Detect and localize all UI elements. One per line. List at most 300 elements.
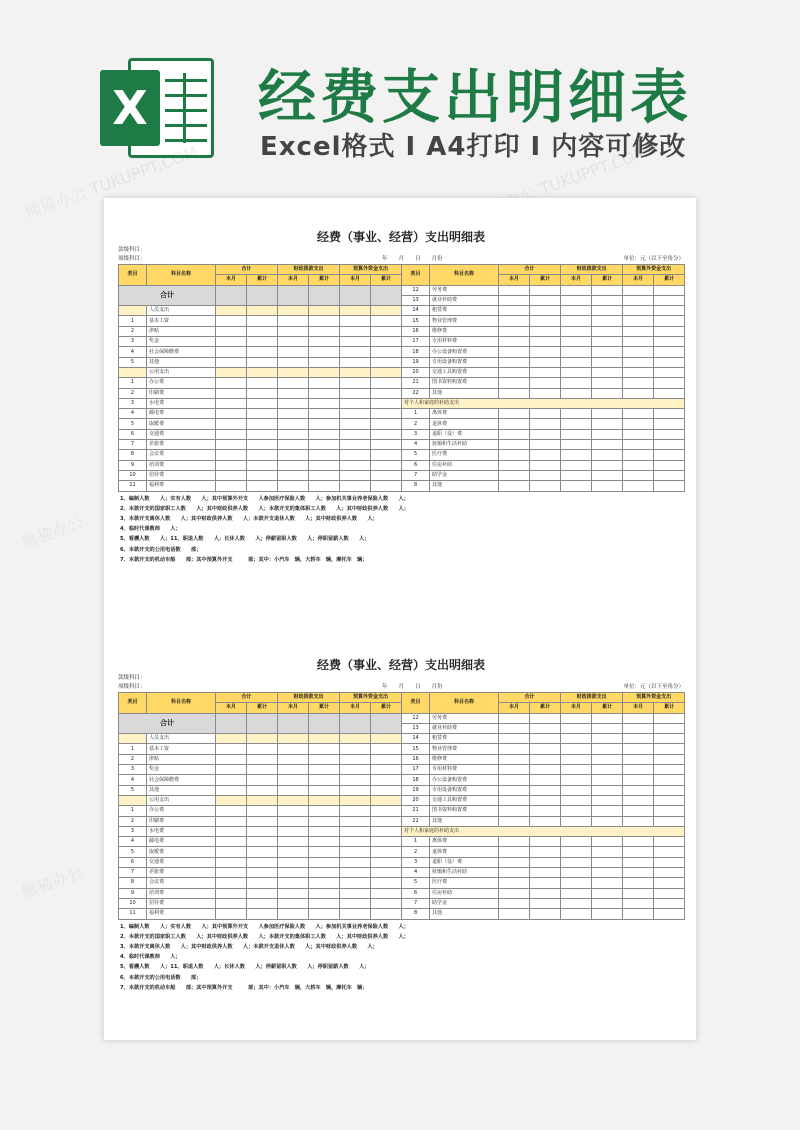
value-cell[interactable] xyxy=(371,857,402,867)
value-cell[interactable] xyxy=(371,429,402,439)
value-cell[interactable] xyxy=(247,909,278,919)
value-cell[interactable] xyxy=(340,898,371,908)
value-cell[interactable] xyxy=(499,837,530,847)
value-cell[interactable] xyxy=(247,847,278,857)
value-cell[interactable] xyxy=(654,337,685,347)
value-cell[interactable] xyxy=(278,765,309,775)
value-cell[interactable] xyxy=(654,460,685,470)
value-cell[interactable] xyxy=(592,857,623,867)
value-cell[interactable] xyxy=(623,450,654,460)
value-cell[interactable] xyxy=(530,806,561,816)
value-cell[interactable] xyxy=(499,765,530,775)
value-cell[interactable] xyxy=(371,398,402,408)
value-cell[interactable] xyxy=(309,409,340,419)
value-cell[interactable] xyxy=(592,429,623,439)
value-cell[interactable] xyxy=(499,857,530,867)
value-cell[interactable] xyxy=(530,775,561,785)
value-cell[interactable] xyxy=(278,909,309,919)
value-cell[interactable] xyxy=(592,295,623,305)
value-cell[interactable] xyxy=(499,878,530,888)
value-cell[interactable] xyxy=(278,826,309,836)
value-cell[interactable] xyxy=(278,806,309,816)
value-cell[interactable] xyxy=(623,795,654,805)
value-cell[interactable] xyxy=(654,419,685,429)
value-cell[interactable] xyxy=(371,765,402,775)
value-cell[interactable] xyxy=(499,795,530,805)
value-cell[interactable] xyxy=(623,806,654,816)
value-cell[interactable] xyxy=(340,806,371,816)
value-cell[interactable] xyxy=(561,837,592,847)
value-cell[interactable] xyxy=(247,316,278,326)
value-cell[interactable] xyxy=(499,337,530,347)
value-cell[interactable] xyxy=(278,744,309,754)
value-cell[interactable] xyxy=(216,440,247,450)
value-cell[interactable] xyxy=(623,337,654,347)
value-cell[interactable] xyxy=(561,337,592,347)
value-cell[interactable] xyxy=(371,347,402,357)
value-cell[interactable] xyxy=(216,398,247,408)
value-cell[interactable] xyxy=(340,460,371,470)
value-cell[interactable] xyxy=(278,398,309,408)
value-cell[interactable] xyxy=(278,326,309,336)
value-cell[interactable] xyxy=(247,816,278,826)
value-cell[interactable] xyxy=(340,378,371,388)
value-cell[interactable] xyxy=(340,419,371,429)
value-cell[interactable] xyxy=(654,295,685,305)
value-cell[interactable] xyxy=(654,440,685,450)
value-cell[interactable] xyxy=(371,337,402,347)
value-cell[interactable] xyxy=(623,744,654,754)
value-cell[interactable] xyxy=(309,440,340,450)
value-cell[interactable] xyxy=(247,481,278,491)
value-cell[interactable] xyxy=(309,326,340,336)
value-cell[interactable] xyxy=(309,481,340,491)
value-cell[interactable] xyxy=(592,470,623,480)
value-cell[interactable] xyxy=(530,816,561,826)
value-cell[interactable] xyxy=(561,357,592,367)
value-cell[interactable] xyxy=(216,785,247,795)
value-cell[interactable] xyxy=(561,481,592,491)
value-cell[interactable] xyxy=(561,295,592,305)
value-cell[interactable] xyxy=(340,316,371,326)
value-cell[interactable] xyxy=(654,837,685,847)
value-cell[interactable] xyxy=(561,723,592,733)
value-cell[interactable] xyxy=(278,847,309,857)
value-cell[interactable] xyxy=(592,285,623,295)
value-cell[interactable] xyxy=(216,775,247,785)
value-cell[interactable] xyxy=(309,347,340,357)
value-cell[interactable] xyxy=(340,888,371,898)
value-cell[interactable] xyxy=(309,450,340,460)
value-cell[interactable] xyxy=(530,868,561,878)
value-cell[interactable] xyxy=(278,898,309,908)
value-cell[interactable] xyxy=(561,785,592,795)
value-cell[interactable] xyxy=(592,419,623,429)
value-cell[interactable] xyxy=(499,316,530,326)
value-cell[interactable] xyxy=(499,306,530,316)
value-cell[interactable] xyxy=(530,450,561,460)
value-cell[interactable] xyxy=(499,285,530,295)
value-cell[interactable] xyxy=(561,909,592,919)
value-cell[interactable] xyxy=(654,481,685,491)
value-cell[interactable] xyxy=(247,347,278,357)
value-cell[interactable] xyxy=(216,909,247,919)
value-cell[interactable] xyxy=(654,367,685,377)
value-cell[interactable] xyxy=(530,847,561,857)
value-cell[interactable] xyxy=(654,785,685,795)
value-cell[interactable] xyxy=(530,367,561,377)
value-cell[interactable] xyxy=(654,470,685,480)
value-cell[interactable] xyxy=(654,409,685,419)
value-cell[interactable] xyxy=(592,909,623,919)
value-cell[interactable] xyxy=(371,754,402,764)
value-cell[interactable] xyxy=(278,857,309,867)
value-cell[interactable] xyxy=(216,419,247,429)
value-cell[interactable] xyxy=(340,326,371,336)
value-cell[interactable] xyxy=(278,470,309,480)
value-cell[interactable] xyxy=(499,295,530,305)
value-cell[interactable] xyxy=(592,837,623,847)
value-cell[interactable] xyxy=(561,347,592,357)
value-cell[interactable] xyxy=(561,460,592,470)
value-cell[interactable] xyxy=(371,888,402,898)
value-cell[interactable] xyxy=(309,816,340,826)
value-cell[interactable] xyxy=(371,868,402,878)
value-cell[interactable] xyxy=(216,806,247,816)
value-cell[interactable] xyxy=(371,826,402,836)
value-cell[interactable] xyxy=(278,378,309,388)
value-cell[interactable] xyxy=(309,775,340,785)
value-cell[interactable] xyxy=(309,837,340,847)
value-cell[interactable] xyxy=(561,378,592,388)
value-cell[interactable] xyxy=(530,744,561,754)
value-cell[interactable] xyxy=(654,326,685,336)
value-cell[interactable] xyxy=(561,898,592,908)
value-cell[interactable] xyxy=(371,744,402,754)
value-cell[interactable] xyxy=(216,388,247,398)
value-cell[interactable] xyxy=(592,713,623,723)
value-cell[interactable] xyxy=(371,909,402,919)
value-cell[interactable] xyxy=(654,888,685,898)
value-cell[interactable] xyxy=(623,888,654,898)
value-cell[interactable] xyxy=(309,868,340,878)
value-cell[interactable] xyxy=(561,754,592,764)
value-cell[interactable] xyxy=(530,878,561,888)
value-cell[interactable] xyxy=(499,357,530,367)
value-cell[interactable] xyxy=(654,347,685,357)
value-cell[interactable] xyxy=(654,316,685,326)
value-cell[interactable] xyxy=(340,481,371,491)
value-cell[interactable] xyxy=(371,460,402,470)
value-cell[interactable] xyxy=(623,785,654,795)
value-cell[interactable] xyxy=(623,326,654,336)
value-cell[interactable] xyxy=(561,316,592,326)
value-cell[interactable] xyxy=(499,481,530,491)
value-cell[interactable] xyxy=(371,898,402,908)
value-cell[interactable] xyxy=(247,357,278,367)
value-cell[interactable] xyxy=(216,337,247,347)
value-cell[interactable] xyxy=(654,857,685,867)
value-cell[interactable] xyxy=(309,357,340,367)
value-cell[interactable] xyxy=(309,378,340,388)
value-cell[interactable] xyxy=(530,388,561,398)
value-cell[interactable] xyxy=(340,398,371,408)
value-cell[interactable] xyxy=(309,470,340,480)
value-cell[interactable] xyxy=(216,765,247,775)
value-cell[interactable] xyxy=(623,734,654,744)
value-cell[interactable] xyxy=(340,429,371,439)
sum-value-cell[interactable] xyxy=(340,285,371,306)
value-cell[interactable] xyxy=(592,816,623,826)
value-cell[interactable] xyxy=(371,806,402,816)
value-cell[interactable] xyxy=(247,337,278,347)
value-cell[interactable] xyxy=(592,316,623,326)
value-cell[interactable] xyxy=(247,450,278,460)
value-cell[interactable] xyxy=(654,429,685,439)
value-cell[interactable] xyxy=(247,898,278,908)
value-cell[interactable] xyxy=(499,460,530,470)
value-cell[interactable] xyxy=(247,409,278,419)
value-cell[interactable] xyxy=(278,450,309,460)
value-cell[interactable] xyxy=(499,888,530,898)
value-cell[interactable] xyxy=(247,419,278,429)
value-cell[interactable] xyxy=(340,775,371,785)
value-cell[interactable] xyxy=(654,450,685,460)
value-cell[interactable] xyxy=(623,285,654,295)
value-cell[interactable] xyxy=(247,388,278,398)
value-cell[interactable] xyxy=(592,765,623,775)
value-cell[interactable] xyxy=(216,847,247,857)
value-cell[interactable] xyxy=(592,898,623,908)
value-cell[interactable] xyxy=(654,285,685,295)
value-cell[interactable] xyxy=(530,295,561,305)
value-cell[interactable] xyxy=(309,419,340,429)
value-cell[interactable] xyxy=(592,367,623,377)
value-cell[interactable] xyxy=(623,816,654,826)
value-cell[interactable] xyxy=(592,775,623,785)
value-cell[interactable] xyxy=(371,847,402,857)
value-cell[interactable] xyxy=(371,388,402,398)
value-cell[interactable] xyxy=(592,785,623,795)
value-cell[interactable] xyxy=(309,337,340,347)
value-cell[interactable] xyxy=(216,470,247,480)
value-cell[interactable] xyxy=(530,765,561,775)
value-cell[interactable] xyxy=(309,888,340,898)
value-cell[interactable] xyxy=(530,481,561,491)
value-cell[interactable] xyxy=(561,765,592,775)
value-cell[interactable] xyxy=(561,440,592,450)
value-cell[interactable] xyxy=(309,898,340,908)
value-cell[interactable] xyxy=(216,450,247,460)
value-cell[interactable] xyxy=(309,398,340,408)
value-cell[interactable] xyxy=(530,909,561,919)
value-cell[interactable] xyxy=(499,409,530,419)
value-cell[interactable] xyxy=(309,754,340,764)
value-cell[interactable] xyxy=(340,847,371,857)
sum-value-cell[interactable] xyxy=(371,285,402,306)
value-cell[interactable] xyxy=(561,306,592,316)
value-cell[interactable] xyxy=(247,775,278,785)
value-cell[interactable] xyxy=(654,734,685,744)
value-cell[interactable] xyxy=(499,734,530,744)
value-cell[interactable] xyxy=(561,367,592,377)
value-cell[interactable] xyxy=(499,898,530,908)
value-cell[interactable] xyxy=(530,470,561,480)
value-cell[interactable] xyxy=(278,357,309,367)
value-cell[interactable] xyxy=(216,878,247,888)
value-cell[interactable] xyxy=(623,378,654,388)
value-cell[interactable] xyxy=(216,826,247,836)
value-cell[interactable] xyxy=(309,847,340,857)
value-cell[interactable] xyxy=(340,347,371,357)
value-cell[interactable] xyxy=(592,306,623,316)
value-cell[interactable] xyxy=(561,713,592,723)
value-cell[interactable] xyxy=(340,754,371,764)
value-cell[interactable] xyxy=(592,440,623,450)
value-cell[interactable] xyxy=(247,888,278,898)
value-cell[interactable] xyxy=(340,785,371,795)
value-cell[interactable] xyxy=(499,429,530,439)
value-cell[interactable] xyxy=(247,806,278,816)
value-cell[interactable] xyxy=(371,878,402,888)
value-cell[interactable] xyxy=(371,378,402,388)
value-cell[interactable] xyxy=(247,868,278,878)
value-cell[interactable] xyxy=(592,347,623,357)
value-cell[interactable] xyxy=(530,795,561,805)
value-cell[interactable] xyxy=(278,878,309,888)
value-cell[interactable] xyxy=(340,868,371,878)
sum-value-cell[interactable] xyxy=(216,285,247,306)
value-cell[interactable] xyxy=(499,723,530,733)
value-cell[interactable] xyxy=(371,316,402,326)
value-cell[interactable] xyxy=(216,481,247,491)
value-cell[interactable] xyxy=(530,378,561,388)
value-cell[interactable] xyxy=(530,754,561,764)
value-cell[interactable] xyxy=(309,857,340,867)
value-cell[interactable] xyxy=(278,429,309,439)
value-cell[interactable] xyxy=(530,357,561,367)
value-cell[interactable] xyxy=(371,481,402,491)
sum-value-cell[interactable] xyxy=(216,713,247,734)
value-cell[interactable] xyxy=(340,337,371,347)
value-cell[interactable] xyxy=(278,409,309,419)
value-cell[interactable] xyxy=(654,744,685,754)
value-cell[interactable] xyxy=(530,306,561,316)
value-cell[interactable] xyxy=(340,470,371,480)
value-cell[interactable] xyxy=(340,357,371,367)
value-cell[interactable] xyxy=(530,337,561,347)
value-cell[interactable] xyxy=(623,470,654,480)
value-cell[interactable] xyxy=(561,326,592,336)
value-cell[interactable] xyxy=(623,481,654,491)
value-cell[interactable] xyxy=(247,398,278,408)
value-cell[interactable] xyxy=(530,440,561,450)
value-cell[interactable] xyxy=(371,775,402,785)
value-cell[interactable] xyxy=(340,837,371,847)
value-cell[interactable] xyxy=(309,765,340,775)
value-cell[interactable] xyxy=(654,878,685,888)
value-cell[interactable] xyxy=(216,754,247,764)
value-cell[interactable] xyxy=(499,450,530,460)
value-cell[interactable] xyxy=(499,713,530,723)
value-cell[interactable] xyxy=(278,837,309,847)
value-cell[interactable] xyxy=(340,765,371,775)
value-cell[interactable] xyxy=(216,868,247,878)
value-cell[interactable] xyxy=(216,409,247,419)
value-cell[interactable] xyxy=(278,316,309,326)
value-cell[interactable] xyxy=(592,460,623,470)
value-cell[interactable] xyxy=(499,440,530,450)
value-cell[interactable] xyxy=(499,754,530,764)
value-cell[interactable] xyxy=(654,909,685,919)
value-cell[interactable] xyxy=(309,388,340,398)
value-cell[interactable] xyxy=(530,734,561,744)
value-cell[interactable] xyxy=(530,316,561,326)
value-cell[interactable] xyxy=(216,898,247,908)
value-cell[interactable] xyxy=(561,857,592,867)
value-cell[interactable] xyxy=(592,754,623,764)
value-cell[interactable] xyxy=(247,754,278,764)
value-cell[interactable] xyxy=(592,337,623,347)
value-cell[interactable] xyxy=(623,306,654,316)
value-cell[interactable] xyxy=(340,878,371,888)
value-cell[interactable] xyxy=(530,785,561,795)
value-cell[interactable] xyxy=(592,868,623,878)
value-cell[interactable] xyxy=(623,837,654,847)
value-cell[interactable] xyxy=(623,357,654,367)
value-cell[interactable] xyxy=(623,388,654,398)
value-cell[interactable] xyxy=(592,795,623,805)
value-cell[interactable] xyxy=(247,878,278,888)
value-cell[interactable] xyxy=(499,419,530,429)
value-cell[interactable] xyxy=(247,470,278,480)
value-cell[interactable] xyxy=(278,419,309,429)
value-cell[interactable] xyxy=(340,409,371,419)
value-cell[interactable] xyxy=(309,806,340,816)
value-cell[interactable] xyxy=(623,909,654,919)
value-cell[interactable] xyxy=(530,285,561,295)
value-cell[interactable] xyxy=(592,388,623,398)
value-cell[interactable] xyxy=(623,409,654,419)
value-cell[interactable] xyxy=(561,795,592,805)
value-cell[interactable] xyxy=(216,816,247,826)
value-cell[interactable] xyxy=(654,868,685,878)
value-cell[interactable] xyxy=(623,847,654,857)
value-cell[interactable] xyxy=(247,785,278,795)
value-cell[interactable] xyxy=(216,460,247,470)
value-cell[interactable] xyxy=(309,826,340,836)
value-cell[interactable] xyxy=(623,429,654,439)
value-cell[interactable] xyxy=(309,785,340,795)
value-cell[interactable] xyxy=(278,440,309,450)
value-cell[interactable] xyxy=(499,367,530,377)
value-cell[interactable] xyxy=(309,316,340,326)
value-cell[interactable] xyxy=(340,744,371,754)
value-cell[interactable] xyxy=(247,744,278,754)
sum-value-cell[interactable] xyxy=(340,713,371,734)
value-cell[interactable] xyxy=(278,868,309,878)
value-cell[interactable] xyxy=(499,775,530,785)
value-cell[interactable] xyxy=(561,868,592,878)
value-cell[interactable] xyxy=(278,775,309,785)
value-cell[interactable] xyxy=(592,723,623,733)
value-cell[interactable] xyxy=(371,357,402,367)
value-cell[interactable] xyxy=(654,765,685,775)
sum-value-cell[interactable] xyxy=(278,713,309,734)
value-cell[interactable] xyxy=(309,429,340,439)
value-cell[interactable] xyxy=(623,460,654,470)
value-cell[interactable] xyxy=(623,713,654,723)
